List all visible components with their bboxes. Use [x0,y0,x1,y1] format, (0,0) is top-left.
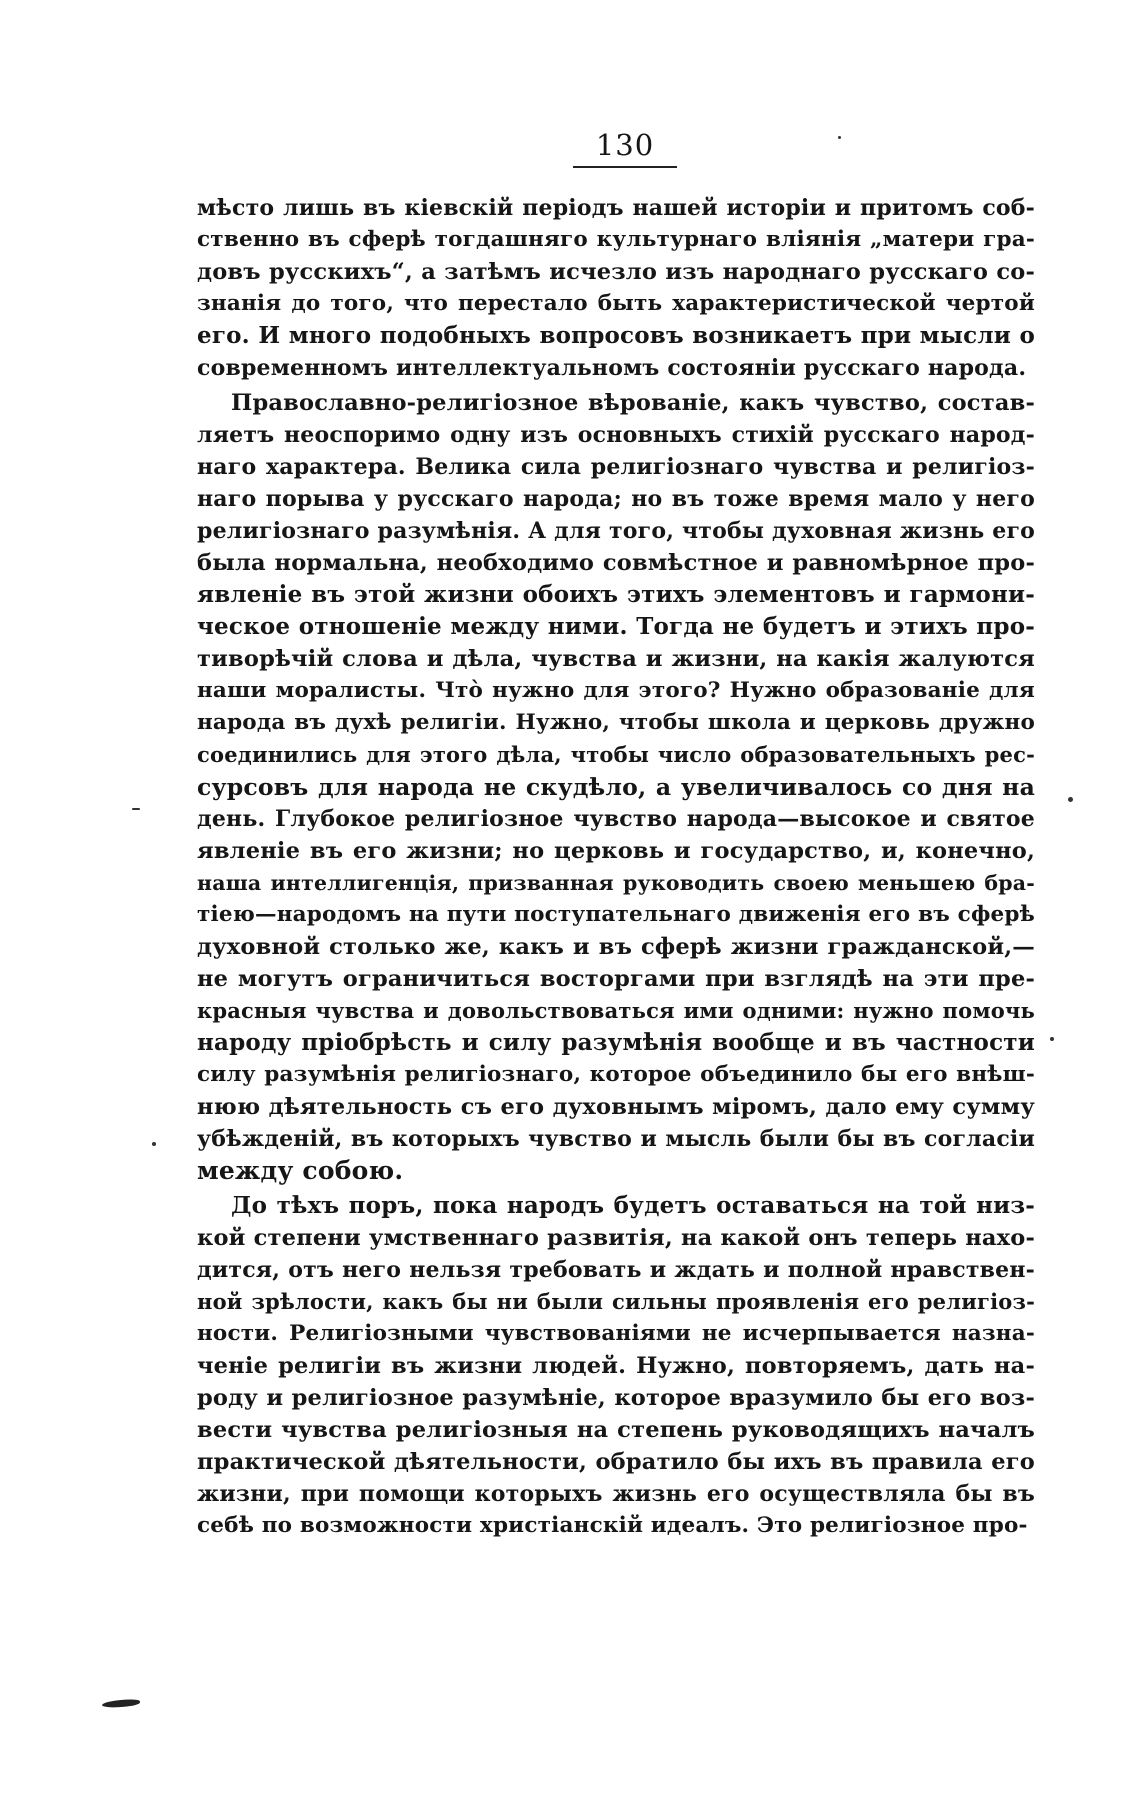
text-line: наши моралисты. Что̀ нужно для этого? Нужно образованіе для [197,678,1035,703]
text-line: нюю дѣятельность съ его духовнымъ міромъ, дало ему сумму [197,1094,1035,1120]
text-line: красныя чувства и довольствоваться ими одними: нужно помочь [197,998,1035,1023]
text-line: До тѣхъ поръ, пока народъ будетъ оставаться на той низ- [231,1192,1035,1219]
text-line: между собою. [197,1156,404,1185]
text-line: духовной столько же, какъ и въ сферѣ жизни гражданской,— [197,934,1035,960]
scan-speck [1068,797,1073,802]
text-line: ченіе религіи въ жизни людей. Нужно, повторяемъ, дать на- [197,1353,1035,1379]
text-line: ческое отношеніе между ними. Тогда не будетъ и этихъ про- [197,613,1035,640]
text-line: ности. Религіозными чувствованіями не исчерпывается назна- [197,1321,1035,1346]
text-line: себѣ по возможности христіанскій идеалъ. Это религіозное про- [197,1513,1028,1538]
text-line: народа въ духѣ религіи. Нужно, чтобы школа и церковь дружно [197,710,1035,735]
paragraph [197,387,1035,1187]
text-line: дится, отъ него нельзя требовать и ждать и полной нравствен- [197,1257,1035,1283]
text-line: не могутъ ограничиться восторгами при взглядѣ на эти пре- [197,966,1035,992]
scan-speck [1050,1037,1054,1041]
text-line: мѣсто лишь въ кіевскій періодъ нашей исторіи и притомъ соб- [197,195,1035,221]
text-line: соединились для этого дѣла, чтобы число образовательныхъ рес- [197,742,1035,767]
text-line: практической дѣятельности, обратило бы ихъ въ правила его [197,1449,1035,1475]
scan-speck [838,136,841,139]
text-line: народу пріобрѣсть и силу разумѣнія вообще и въ частности [197,1029,1035,1056]
text-line: довъ русскихъ“, а затѣмъ исчезло изъ народнаго русскаго со- [197,259,1035,285]
page-number-rule [573,166,677,168]
text-line: наша интеллигенція, призванная руководить своею меньшею бра- [197,871,1035,895]
text-line: религіознаго разумѣнія. А для того, чтобы духовная жизнь его [197,518,1036,544]
text-line: ной зрѣлости, какъ бы ни были сильны проявленія его религіоз- [197,1289,1035,1314]
text-line: день. Глубокое религіозное чувство народа—высокое и святое [197,806,1035,832]
scan-smudge [102,1699,140,1709]
text-line: наго порыва у русскаго народа; но въ тоже время мало у него [197,486,1035,512]
text-line: сурсовъ для народа не скудѣло, а увеличивалось со дня на [197,773,1035,801]
paragraph [197,192,1035,384]
text-line: убѣжденій, въ которыхъ чувство и мысль были бы въ согласіи [197,1126,1035,1152]
page-number: 130 [595,128,655,162]
text-line: жизни, при помощи которыхъ жизнь его осуществляла бы въ [197,1481,1035,1507]
text-line: Православно-религіозное вѣрованіе, какъ чувство, состав- [231,390,1035,416]
text-line: тиворѣчій слова и дѣла, чувства и жизни, на какія жалуются [197,646,1035,672]
text-line: ляетъ неоспоримо одну изъ основныхъ стихій русскаго народ- [197,422,1035,448]
text-line: вести чувства религіозныя на степень руководящихъ началъ [197,1417,1035,1443]
text-line: знанія до того, что перестало быть характеристической чертой [197,291,1035,316]
text-line: явленіе въ его жизни; но церковь и государство, и, конечно, [197,838,1035,864]
text-line: ственно въ сферѣ тогдашняго культурнаго вліянія „матери гра- [197,227,1035,252]
text-line: современномъ интеллектуальномъ состояніи русскаго народа. [197,355,1027,381]
text-line: кой степени умственнаго развитія, на какой онъ теперь нахо- [197,1225,1035,1251]
text-line: была нормальна, необходимо совмѣстное и равномѣрное про- [197,550,1035,576]
text-line: силу разумѣнія религіознаго, которое объединило бы его внѣш- [197,1062,1035,1087]
text-line: явленіе въ этой жизни обоихъ этихъ элементовъ и гармони- [197,581,1035,608]
text-line: наго характера. Велика сила религіознаго чувства и религіоз- [197,454,1035,480]
text-line: его. И много подобныхъ вопросовъ возникаетъ при мысли о [197,322,1035,349]
text-line: роду и религіозное разумѣніе, которое вразумило бы его воз- [197,1385,1035,1411]
scan-speck [152,1142,156,1146]
text-line: тіею—народомъ на пути поступательнаго движенія его въ сферѣ [197,902,1035,927]
scan-speck [132,808,140,810]
body-text [197,192,1035,1542]
paragraph [197,1190,1035,1542]
